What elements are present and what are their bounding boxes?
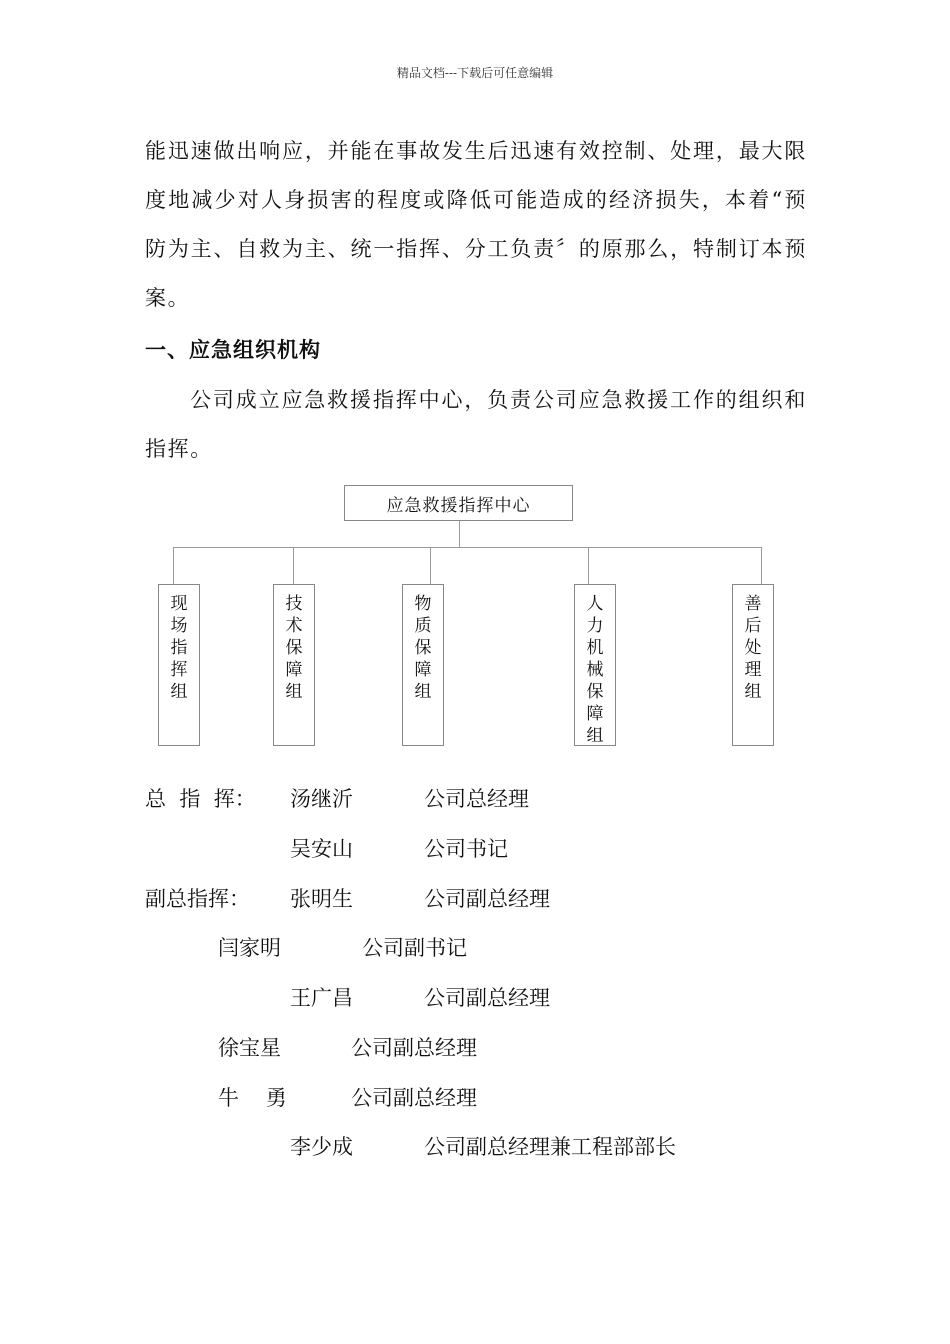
personnel-name: 李少成 xyxy=(290,1135,353,1159)
org-connector-drop xyxy=(293,547,294,584)
personnel-name: 吴安山 xyxy=(290,837,353,861)
paragraph-center: 公司成立应急救援指挥中心，负责公司应急救援工作的组织和指挥。 xyxy=(145,388,807,461)
personnel-name: 王广昌 xyxy=(290,986,353,1010)
org-connector-vertical xyxy=(459,521,460,547)
org-connector-drop xyxy=(761,547,762,584)
section-title: 一、应急组织机构 xyxy=(145,338,321,362)
personnel-title: 公司副总经理 xyxy=(351,1086,477,1110)
page-header: 精品文档---下载后可任意编辑 xyxy=(396,66,554,80)
personnel-name: 徐宝星 xyxy=(218,1036,281,1060)
org-root-box: 应急救援指挥中心 xyxy=(344,485,573,521)
org-group-box xyxy=(273,584,315,746)
org-connector-drop xyxy=(588,547,589,584)
personnel-title: 公司副总经理兼工程部部长 xyxy=(424,1135,676,1159)
personnel-name: 张明生 xyxy=(290,887,353,911)
org-connector-drop xyxy=(173,547,174,584)
org-connector-horizontal xyxy=(173,547,762,548)
org-group-box xyxy=(402,584,444,746)
org-connector-drop xyxy=(430,547,431,584)
personnel-role: 副总指挥： xyxy=(145,887,250,911)
org-group-label: 人 力 机 械 保 障 组 xyxy=(586,594,604,746)
personnel-role: 总 指 挥： xyxy=(145,787,256,811)
org-group-label: 物 质 保 障 组 xyxy=(414,594,432,702)
personnel-title: 公司副总经理 xyxy=(351,1036,477,1060)
org-group-box xyxy=(158,584,200,746)
personnel-title: 公司副书记 xyxy=(362,936,467,960)
paragraph-intro: 能迅速做出响应，并能在事故发生后迅速有效控制、处理，最大限度地减少对人身损害的程度或降低可能造成的经济损失，本着“预防为主、自救为主、统一指挥、分工负责〞的原那么，特制订本预案。 xyxy=(145,139,807,310)
personnel-title: 公司副总经理 xyxy=(424,986,550,1010)
personnel-title: 公司书记 xyxy=(424,837,508,861)
personnel-name: 牛 勇 xyxy=(218,1086,287,1110)
org-group-box xyxy=(574,584,616,746)
org-group-label: 善 后 处 理 组 xyxy=(744,594,762,702)
personnel-title: 公司副总经理 xyxy=(424,887,550,911)
org-group-label: 现 场 指 挥 组 xyxy=(170,594,188,702)
personnel-name: 汤继沂 xyxy=(290,787,353,811)
personnel-title: 公司总经理 xyxy=(424,787,529,811)
personnel-name: 闫家明 xyxy=(218,936,281,960)
org-group-box xyxy=(732,584,774,746)
org-group-label: 技 术 保 障 组 xyxy=(285,594,303,702)
